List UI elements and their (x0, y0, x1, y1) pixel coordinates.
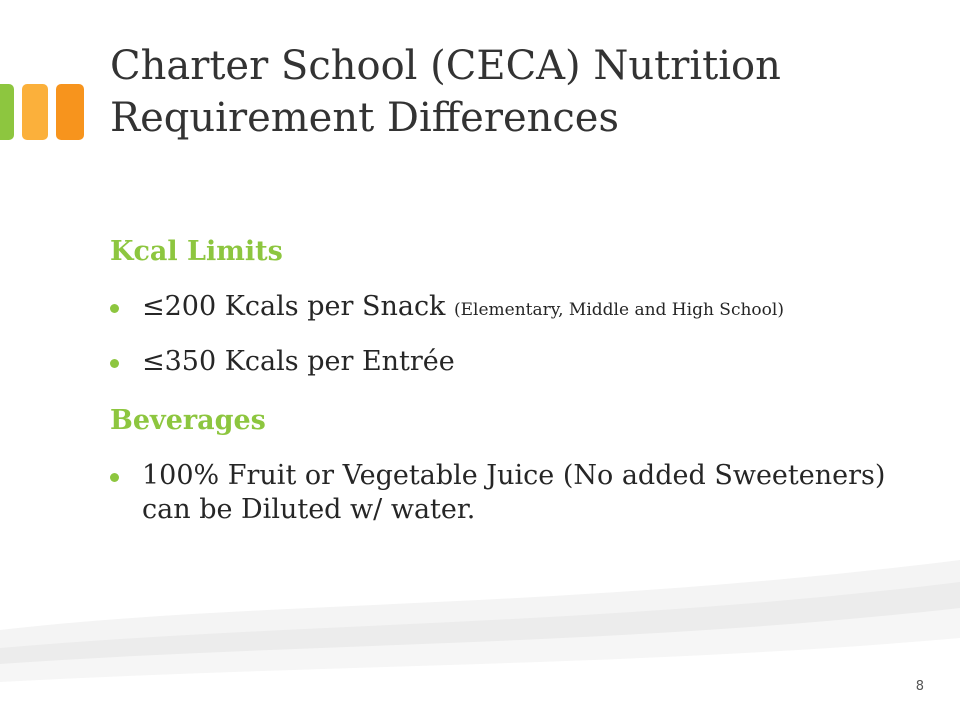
bullet-text: 100% Fruit or Vegetable Juice (No added Sweeteners) can be Diluted w/ water. (142, 460, 886, 525)
section-heading-kcal-limits: Kcal Limits (110, 236, 283, 267)
bullet-snack-limit (110, 290, 910, 327)
bullet-note: (Elementary, Middle and High School) (454, 300, 784, 320)
footer-swoosh-decoration (0, 560, 960, 700)
accent-bars-decoration (0, 84, 90, 142)
accent-bar-green (0, 84, 14, 140)
bullet-juice (110, 459, 910, 527)
bullet-dot-icon (110, 473, 119, 482)
section-heading-beverages: Beverages (110, 405, 266, 436)
accent-bar-yellow (22, 84, 48, 140)
page-number: 8 (915, 679, 924, 694)
accent-bar-orange (56, 84, 84, 140)
bullet-entree-limit (110, 345, 910, 379)
slide-title-line-2: Requirement Differences (110, 95, 620, 141)
slide-title-line-1: Charter School (CECA) Nutrition (110, 43, 781, 89)
bullet-text: ≤350 Kcals per Entrée (142, 346, 455, 377)
bullet-text: ≤200 Kcals per Snack (142, 291, 455, 322)
bullet-dot-icon (110, 304, 119, 313)
slide-content (110, 228, 910, 545)
slide-title (110, 40, 930, 144)
bullet-dot-icon (110, 359, 119, 368)
